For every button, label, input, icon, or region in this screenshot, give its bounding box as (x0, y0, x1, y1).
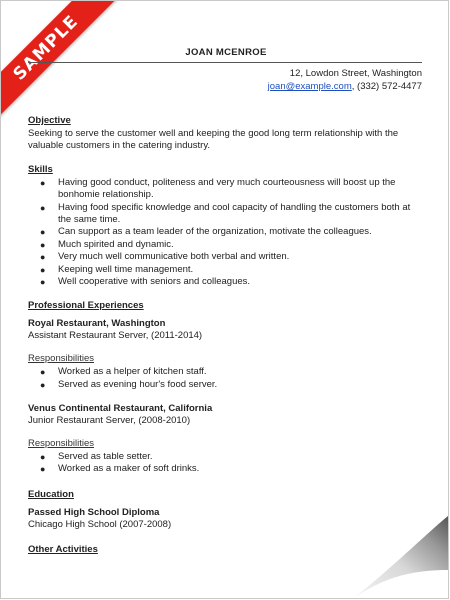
email-phone-line (268, 80, 422, 93)
degree-name: Passed High School Diploma (28, 507, 160, 518)
phone-text: , (332) 572-4477 (351, 81, 422, 92)
education-heading: Education (28, 489, 74, 500)
responsibility-item: ● Served as table setter. (40, 450, 153, 462)
skill-item: ● Well cooperative with seniors and colleagues. (40, 276, 251, 287)
skill-item: ● Very much well communicative both verbal and written. (40, 251, 290, 262)
skill-item: ● Keeping well time management. (40, 263, 194, 275)
email-link[interactable]: joan@example.com (267, 81, 352, 92)
bullet-icon: ● (40, 379, 46, 390)
responsibilities-heading: Responsibilities (28, 437, 95, 449)
contact-block (268, 67, 422, 93)
skills-section (28, 164, 422, 288)
responsibilities-list (28, 366, 422, 391)
bullet-icon: ● (40, 202, 46, 213)
responsibility-item: ● Worked as a helper of kitchen staff. (40, 366, 207, 377)
address-line: 12, Lowdon Street, Washington (289, 68, 422, 79)
responsibilities-list (28, 451, 422, 476)
bullet-icon: ● (40, 264, 46, 275)
responsibility-item: ● Worked as a maker of soft drinks. (40, 463, 200, 474)
objective-section (28, 115, 422, 152)
skill-item: ● Much spirited and dynamic. (40, 238, 174, 250)
bullet-icon: ● (40, 178, 46, 188)
applicant-name: JOAN MCENROE (185, 47, 267, 58)
responsibilities-heading: Responsibilities (28, 353, 95, 364)
bullet-icon: ● (40, 239, 46, 250)
bullet-icon: ● (40, 464, 46, 474)
bullet-icon: ● (40, 227, 46, 237)
bullet-icon: ● (40, 367, 46, 377)
experience-section (28, 300, 422, 475)
bullet-icon: ● (40, 277, 46, 287)
bullet-icon: ● (40, 451, 46, 462)
header-divider (28, 62, 422, 63)
bullet-icon: ● (40, 252, 46, 262)
skill-item: ● Having food specific knowledge and cool capacity of handling the customers both at the same time. (40, 201, 411, 225)
job-role: Assistant Restaurant Server, (2011-2014) (28, 330, 203, 341)
job-role: Junior Restaurant Server, (2008-2010) (28, 414, 191, 426)
skill-item: ● Having good conduct, politeness and very much courteousness will boost up the bonhomie relationship. (40, 177, 396, 200)
experience-heading: Professional Experiences (28, 300, 144, 311)
resume-body (28, 115, 422, 556)
employer-name: Royal Restaurant, Washington (28, 318, 166, 329)
objective-heading: Objective (28, 115, 71, 126)
responsibility-item: ● Served as evening hour's food server. (40, 378, 218, 390)
objective-text: Seeking to serve the customer well and keeping the good long term relationship with the valuable customers in the catering industry. (28, 128, 399, 151)
page-curl-icon (348, 512, 448, 598)
sample-watermark-ribbon (0, 0, 117, 119)
other-activities-heading: Other Activities (28, 544, 98, 555)
skill-item: ● Can support as a team leader of the organization, motivate the colleagues. (40, 226, 372, 237)
school-name: Chicago High School (2007-2008) (28, 519, 172, 530)
skills-heading: Skills (28, 164, 53, 175)
skills-list (28, 177, 422, 288)
employer-name: Venus Continental Restaurant, California (28, 402, 213, 414)
sample-watermark-text: SAMPLE (9, 11, 83, 85)
